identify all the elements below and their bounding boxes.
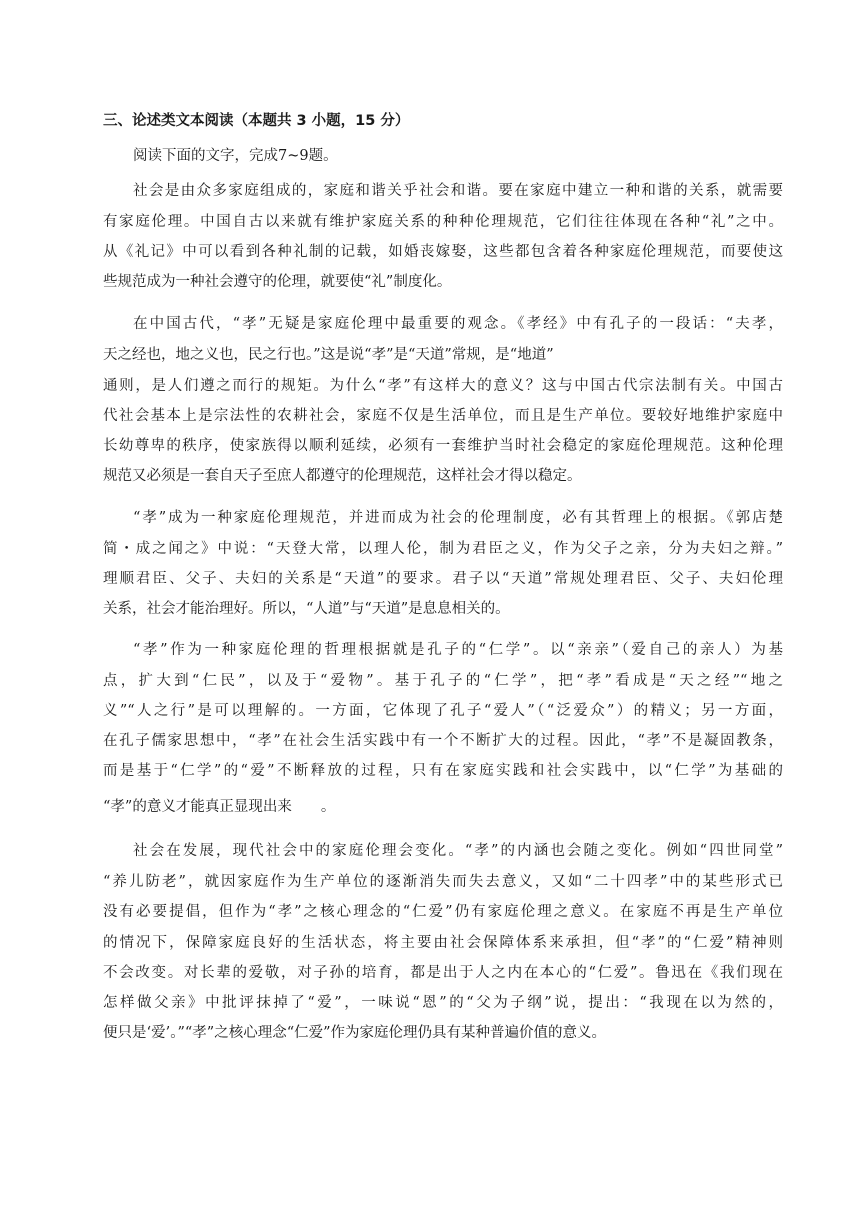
text-line: 在孔子儒家思想中，“孝”在社会生活实践中有一个不断扩大的过程。因此，“孝”不是凝固教条，	[103, 733, 783, 749]
text-line: 的情况下，保障家庭良好的生活状态，将主要由社会保障体系来承担，但“孝”的“仁爱”精神则	[103, 935, 783, 951]
text-line: 社会是由众多家庭组成的，家庭和谐关乎社会和谐。要在家庭中建立一种和谐的关系，就需要	[133, 183, 783, 199]
text-line: 代社会基本上是宗法性的农耕社会，家庭不仅是生活单位，而且是生产单位。要较好地维护家庭中	[103, 408, 783, 424]
text-line: 理顺君臣、父子、夫妇的关系是“天道”的要求。君子以“天道”常规处理君臣、父子、夫妇伦理	[103, 571, 783, 587]
text-line: 怎样做父亲》中批评抹掉了“爱”，一味说“恩”的“父为子纲”说，提出：“我现在以为然的，	[103, 995, 783, 1011]
text-line: 从《礼记》中可以看到各种礼制的记载，如婚丧嫁娶，这些都包含着各种家庭伦理规范，而要使这	[103, 244, 783, 260]
text-line: “养儿防老”，就因家庭作为生产单位的逐渐消失而失去意义，又如“二十四孝”中的某些形式已	[103, 874, 783, 890]
text-line: 规范又必须是一套自天子至庶人都遵守的伦理规范，这样社会才得以稳定。	[103, 468, 582, 484]
text-line: “孝”的意义才能真正显现出来 。	[103, 799, 336, 815]
text-line: 点，扩大到“仁民”，以及于“爱物”。基于孔子的“仁学”，把“孝”看成是“天之经”“地之	[103, 673, 783, 689]
text-line: “孝”作为一种家庭伦理的哲理根据就是孔子的“仁学”。以“亲亲”（爱自己的亲人）为基	[133, 642, 783, 658]
text-line: 社会在发展，现代社会中的家庭伦理会变化。“孝”的内涵也会随之变化。例如“四世同堂”	[133, 843, 783, 859]
text-line: 不会改变。对长辈的爱敬，对子孙的培育，都是出于人之内在本心的“仁爱”。鲁迅在《我们现在	[103, 965, 783, 981]
section-heading: 三、论述类文本阅读（本题共 3 小题，15 分）	[103, 113, 410, 129]
text-line: 简・成之闻之》中说：“天登大常，以理人伦，制为君臣之义，作为父子之亲，分为夫妇之辩。”	[103, 541, 783, 557]
text-line: 便只是‘爱’。”“孝”之核心理念“仁爱”作为家庭伦理仍具有某种普遍价值的意义。	[103, 1025, 607, 1041]
text-line: 而是基于“仁学”的“爱”不断释放的过程，只有在家庭实践和社会实践中，以“仁学”为基础的	[103, 763, 783, 779]
text-line: 些规范成为一种社会遵守的伦理，就要使“礼”制度化。	[103, 274, 452, 290]
text-line: “孝”成为一种家庭伦理规范，并进而成为社会的伦理制度，必有其哲理上的根据。《郭店楚	[133, 510, 783, 526]
text-line: 通则，是人们遵之而行的规矩。为什么“孝”有这样大的意义？这与中国古代宗法制有关。中国古	[103, 378, 783, 394]
text-line: 天之经也，地之义也，民之行也。”这是说“孝”是“天道”常规，是“地道”	[103, 347, 554, 363]
text-line: 关系，社会才能治理好。所以，“人道”与“天道”是息息相关的。	[103, 601, 510, 617]
text-line: 没有必要提倡，但作为“孝”之核心理念的“仁爱”仍有家庭伦理之意义。在家庭不再是生产单位	[103, 904, 783, 920]
text-line: 长幼尊卑的秩序，使家族得以顺利延续，必须有一套维护当时社会稳定的家庭伦理规范。这种伦理	[103, 438, 783, 454]
text-line: 在中国古代，“孝”无疑是家庭伦理中最重要的观念。《孝经》中有孔子的一段话：“夫孝，	[133, 316, 783, 332]
text-line: 有家庭伦理。中国自古以来就有维护家庭关系的种种伦理规范，它们往往体现在各种“礼”之中。	[103, 214, 783, 230]
reading-instruction: 阅读下面的文字，完成7~9题。	[133, 148, 338, 164]
text-line: 义”“人之行”是可以理解的。一方面，它体现了孔子“爱人”（“泛爱众”）的精义；另一方面，	[103, 703, 783, 719]
